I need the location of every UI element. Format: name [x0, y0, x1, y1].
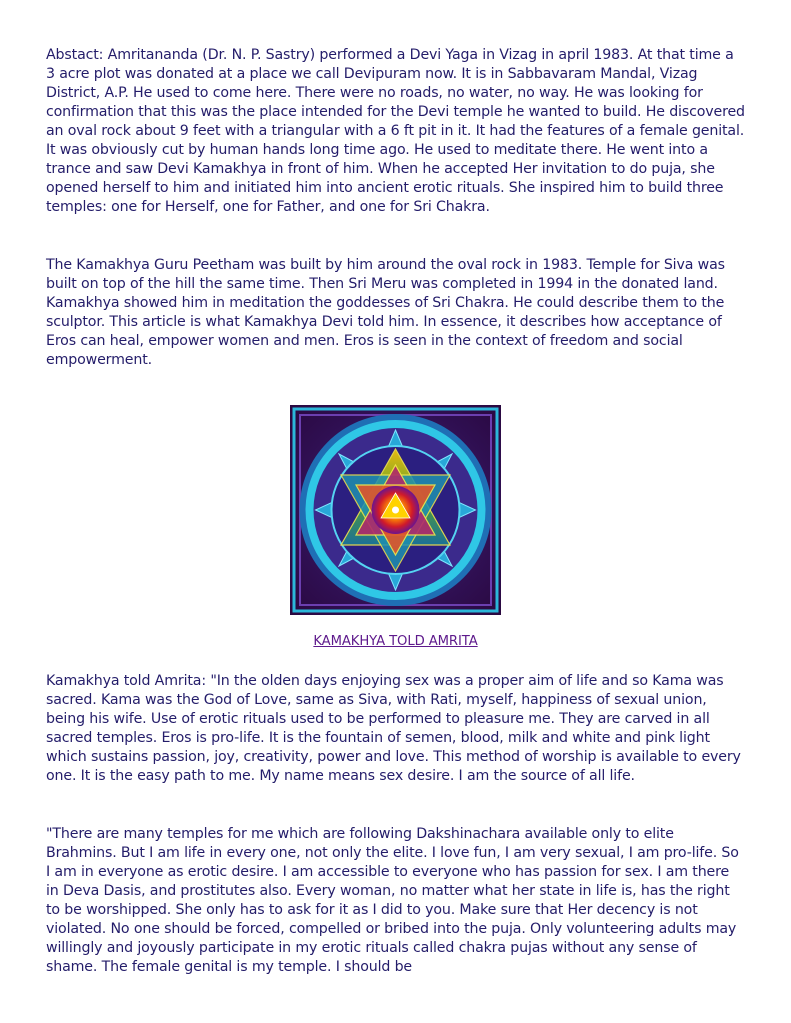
paragraph-kamakhya-told-amrita: Kamakhya told Amrita: "In the olden days enjoying sex was a proper aim of life and so Kama was sacred. Kama was the God of Love, same as Siva, with Rati, myself, happiness of sexual union, being his wife. Use of erotic rituals used to be performed to pleasure me. They are carved in all sacred temples. Eros is pro-life. It is the fountain of semen, blood, milk and white and pink light which sustains passion, joy, creativity, power and love. This method of worship is available to every one. It is the easy path to me. My name means sex desire. I am the source of all life.: [46, 673, 741, 784]
sri-chakra-image: [290, 405, 501, 615]
paragraph-temples-for-me: "There are many temples for me which are following Dakshinachara available only to elite Brahmins. But I am life in every one, not only the elite. I love fun, I am very sexual, I am pro-life. So I am in everyone as erotic desire. I am accessible to everyone who has passion for sex. I am there in Deva Dasis, and prostitutes also. Every woman, no matter what her state in life is, has the right to be worshipped. She only has to ask for it as I did to you. Make sure that Her decency is not violated. No one should be forced, compelled or bribed into the puja. Only volunteering adults may willingly and joyously participate in my erotic rituals called chakra pujas without any sense of shame. The female genital is my temple. I should be: [46, 826, 739, 975]
paragraph-temple-history: The Kamakhya Guru Peetham was built by him around the oval rock in 1983. Temple for Siva was built on top of the hill the same time. Then Sri Meru was completed in 1994 in the donated land. Kamakhya showed him in meditation the goddesses of Sri Chakra. He could describe them to the sculptor. This article is what Kamakhya Devi told him. In essence, it describes how acceptance of Eros can heal, empower women and men. Eros is seen in the context of freedom and social empowerment.: [46, 257, 725, 368]
paragraph-abstract: Abstact: Amritananda (Dr. N. P. Sastry) performed a Devi Yaga in Vizag in april 1983. At that time a 3 acre plot was donated at a place we call Devipuram now. It is in Sabbavaram Mandal, Vizag District, A.P. He used to come here. There were no roads, no water, no way. He was looking for confirmation that this was the place intended for the Devi temple he wanted to build. He discovered an oval rock about 9 feet with a triangular with a 6 ft pit in it. It had the features of a female genital. It was obviously cut by human hands long time ago. He used to meditate there. He went into a trance and saw Devi Kamakhya in front of him. When he accepted Her invitation to do puja, she opened herself to him and initiated him into ancient erotic rituals. She inspired him to build three temples: one for Herself, one for Father, and one for Sri Chakra.: [46, 47, 745, 215]
figure-caption-link[interactable]: KAMAKHYA TOLD AMRITA: [313, 634, 478, 649]
sri-chakra-yantra-icon: [290, 405, 501, 615]
